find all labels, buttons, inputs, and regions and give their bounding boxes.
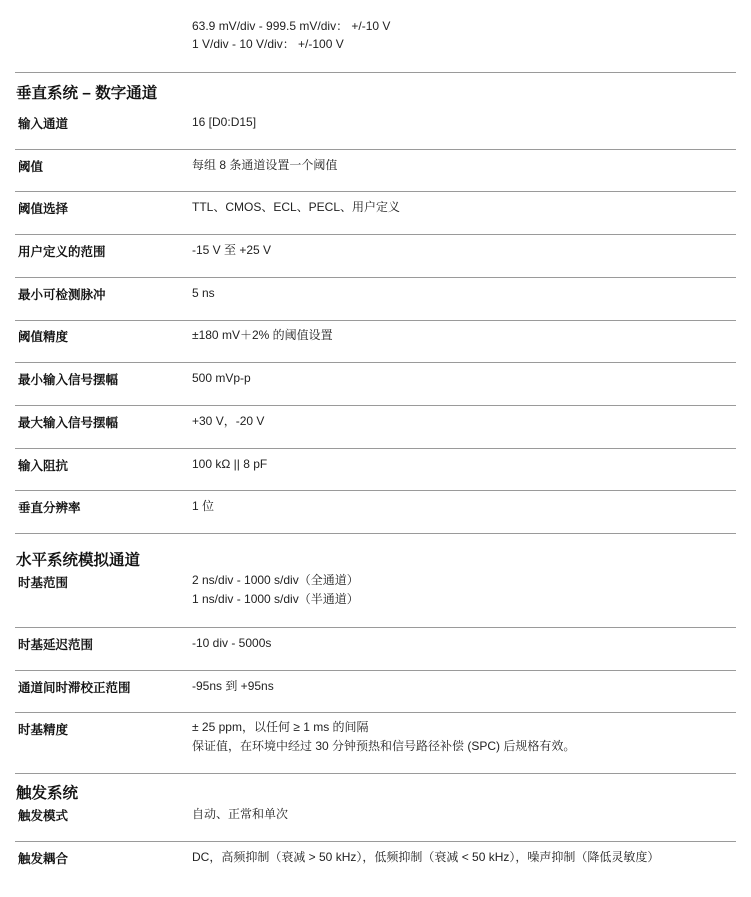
section-title-horizontal-analog: 水平系统模拟通道 [16,552,141,569]
spec-label: 最小输入信号摆幅 [18,373,119,387]
divider [15,448,736,449]
spec-value-line: 2 ns/div - 1000 s/div（全通道） [192,573,359,587]
spec-label: 阈值选择 [18,202,69,216]
top-continuation [192,17,390,53]
spec-value: 100 kΩ || 8 pF [192,457,268,471]
spec-value: 每组 8 条通道设置一个阈值 [192,158,338,172]
spec-label: 触发模式 [18,809,69,823]
spec-label: 最小可检测脉冲 [18,288,106,302]
spec-label: 时基延迟范围 [18,638,94,652]
spec-label: 时基范围 [18,576,69,590]
spec-value: 16 [D0:D15] [192,115,257,129]
spec-label: 输入通道 [18,117,69,131]
divider [15,277,736,278]
spec-value-line: ± 25 ppm，以任何 ≥ 1 ms 的间隔 [192,720,369,734]
divider [15,533,736,534]
spec-label: 通道间时滞校正范围 [18,681,131,695]
divider [15,149,736,150]
divider [15,841,736,842]
spec-value: 500 mVp-p [192,371,251,385]
spec-label: 垂直分辨率 [18,501,81,515]
divider [15,320,736,321]
spec-value: ±180 mV＋2% 的阈值设置 [192,328,333,342]
spec-value [192,571,359,609]
spec-value: DC，高频抑制（衰减 > 50 kHz），低频抑制（衰减 < 50 kHz），噪声抑制（降低灵敏度） [192,850,660,864]
spec-value: 自动、正常和单次 [192,807,289,821]
spec-value: +30 V，-20 V [192,414,265,428]
spec-value: -95ns 到 +95ns [192,679,274,693]
spec-label: 阈值 [18,160,44,174]
divider [15,627,736,628]
section-title-trigger: 触发系统 [16,785,79,802]
section-title-vertical-digital: 垂直系统 – 数字通道 [16,85,158,102]
divider [15,773,736,774]
divider [15,191,736,192]
divider [15,490,736,491]
spec-value-line: 保证值，在环境中经过 30 分钟预热和信号路径补偿 (SPC) 后规格有效。 [192,739,576,753]
spec-value: 1 位 [192,499,215,513]
divider [15,670,736,671]
spec-value: TTL、CMOS、ECL、PECL、用户定义 [192,200,401,214]
spec-label: 触发耦合 [18,852,69,866]
divider [15,72,736,73]
top-line-2: 1 V/div - 10 V/div： +/-100 V [192,37,344,51]
divider [15,712,736,713]
divider [15,234,736,235]
spec-label: 时基精度 [18,723,69,737]
spec-label: 输入阻抗 [18,459,69,473]
spec-value: -10 div - 5000s [192,636,272,650]
spec-value: 5 ns [192,286,215,300]
spec-label: 阈值精度 [18,330,69,344]
divider [15,362,736,363]
divider [15,405,736,406]
spec-value [192,718,575,756]
spec-label: 最大输入信号摆幅 [18,416,119,430]
top-line-1: 63.9 mV/div - 999.5 mV/div： +/-10 V [192,19,391,33]
spec-value: -15 V 至 +25 V [192,243,272,257]
spec-value-line: 1 ns/div - 1000 s/div（半通道） [192,592,359,606]
spec-label: 用户定义的范围 [18,245,106,259]
